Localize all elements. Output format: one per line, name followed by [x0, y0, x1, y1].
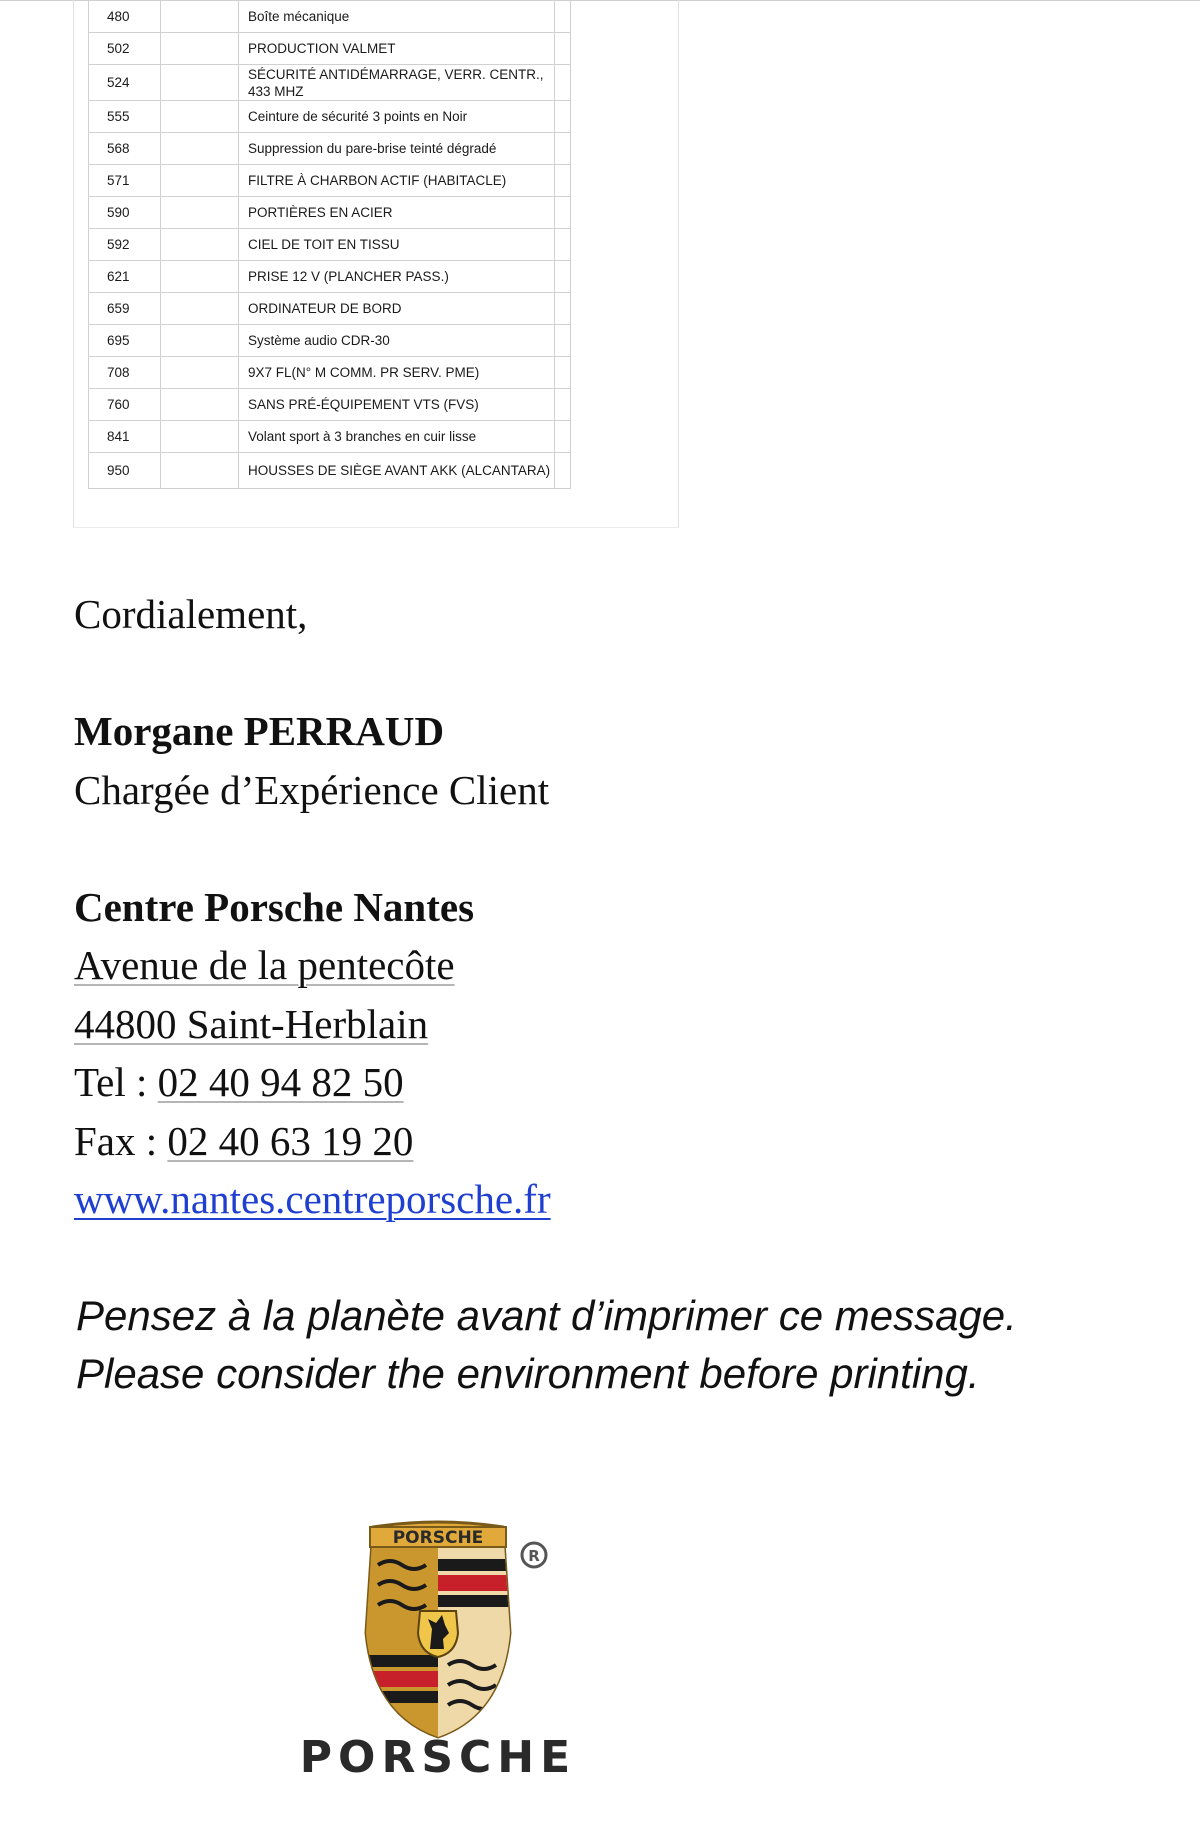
option-code: 571: [89, 165, 161, 197]
option-empty-cell: [161, 229, 239, 261]
option-code: 555: [89, 101, 161, 133]
option-row: [89, 33, 571, 65]
option-empty-cell: [555, 197, 571, 229]
option-code: 621: [89, 261, 161, 293]
option-empty-cell: [161, 453, 239, 489]
option-row: [89, 261, 571, 293]
porsche-wordmark: PORSCHE: [299, 1732, 577, 1783]
option-empty-cell: [161, 101, 239, 133]
option-row: [89, 389, 571, 421]
option-label: PRODUCTION VALMET: [239, 33, 555, 65]
option-code: 590: [89, 197, 161, 229]
option-empty-cell: [555, 261, 571, 293]
option-empty-cell: [161, 33, 239, 65]
option-empty-cell: [161, 133, 239, 165]
option-label: FILTRE À CHARBON ACTIF (HABITACLE): [239, 165, 555, 197]
option-row: [89, 197, 571, 229]
registered-mark-icon: [522, 1543, 546, 1567]
website-line: [74, 1170, 1154, 1229]
option-row: [89, 325, 571, 357]
phone-label: Tel :: [74, 1059, 158, 1105]
option-label: HOUSSES DE SIÈGE AVANT AKK (ALCANTARA): [239, 453, 555, 489]
option-label: SÉCURITÉ ANTIDÉMARRAGE, VERR. CENTR., 433 MHZ: [239, 65, 555, 101]
option-code: 524: [89, 65, 161, 101]
option-label: Boîte mécanique: [239, 1, 555, 33]
option-empty-cell: [555, 293, 571, 325]
option-row: [89, 1, 571, 33]
option-row: [89, 133, 571, 165]
crest-text: PORSCHE: [392, 1528, 484, 1548]
option-empty-cell: [161, 261, 239, 293]
option-row: [89, 421, 571, 453]
option-label: CIEL DE TOIT EN TISSU: [239, 229, 555, 261]
option-empty-cell: [161, 165, 239, 197]
registered-mark-text: R: [528, 1547, 540, 1565]
fax-link[interactable]: 02 40 63 19 20: [167, 1117, 414, 1164]
option-label: ORDINATEUR DE BORD: [239, 293, 555, 325]
option-empty-cell: [161, 325, 239, 357]
option-code: 760: [89, 389, 161, 421]
phone-line: [74, 1053, 1154, 1112]
option-row: [89, 357, 571, 389]
website-link[interactable]: www.nantes.centreporsche.fr: [74, 1176, 551, 1222]
option-empty-cell: [161, 293, 239, 325]
option-empty-cell: [555, 1, 571, 33]
address-city-link[interactable]: 44800 Saint-Herblain: [74, 1000, 429, 1047]
option-row: [89, 229, 571, 261]
closing-text: Cordialement,: [74, 591, 308, 637]
option-empty-cell: [161, 65, 239, 101]
option-row: [89, 293, 571, 325]
option-empty-cell: [555, 229, 571, 261]
option-label: SANS PRÉ-ÉQUIPEMENT VTS (FVS): [239, 389, 555, 421]
sender-name: Morgane PERRAUD: [74, 708, 445, 754]
eco-notice-fr: Pensez à la planète avant d’imprimer ce message.: [76, 1292, 1017, 1339]
option-empty-cell: [555, 325, 571, 357]
sender-role: Chargée d’Expérience Client: [74, 766, 550, 813]
option-code: 480: [89, 1, 161, 33]
option-code: 502: [89, 33, 161, 65]
option-label: Système audio CDR-30: [239, 325, 555, 357]
option-code: 592: [89, 229, 161, 261]
option-code: 708: [89, 357, 161, 389]
option-label: Suppression du pare-brise teinté dégradé: [239, 133, 555, 165]
porsche-crest: [366, 1522, 518, 1745]
option-empty-cell: [555, 165, 571, 197]
option-empty-cell: [555, 33, 571, 65]
option-empty-cell: [161, 1, 239, 33]
spacer: [74, 819, 1154, 878]
option-empty-cell: [161, 421, 239, 453]
phone-link[interactable]: 02 40 94 82 50: [157, 1059, 404, 1105]
address-street-link[interactable]: Avenue de la pentecôte: [74, 942, 455, 988]
option-empty-cell: [555, 133, 571, 165]
option-code: 568: [89, 133, 161, 165]
option-label: PORTIÈRES EN ACIER: [239, 197, 555, 229]
option-empty-cell: [161, 357, 239, 389]
address-city-line: [74, 995, 1154, 1054]
spacer: [74, 644, 1154, 703]
option-empty-cell: [555, 101, 571, 133]
option-row: [89, 165, 571, 197]
option-label: Ceinture de sécurité 3 points en Noir: [239, 101, 555, 133]
fax-line: [74, 1112, 1154, 1171]
options-table: [88, 0, 571, 489]
option-label: 9X7 FL(N° M COMM. PR SERV. PME): [239, 357, 555, 389]
option-empty-cell: [555, 357, 571, 389]
options-table-body: [89, 1, 571, 489]
email-signature: [74, 585, 1154, 1229]
eco-notice-en: Please consider the environment before printing.: [76, 1350, 980, 1397]
option-empty-cell: [555, 453, 571, 489]
option-row: [89, 101, 571, 133]
address-street-line: [74, 936, 1154, 995]
option-code: 695: [89, 325, 161, 357]
option-code: 841: [89, 421, 161, 453]
option-empty-cell: [555, 65, 571, 101]
option-row: [89, 65, 571, 101]
option-code: 950: [89, 453, 161, 489]
option-row: [89, 453, 571, 489]
porsche-logo: [248, 1515, 728, 1785]
option-label: Volant sport à 3 branches en cuir lisse: [239, 421, 555, 453]
fax-label: Fax :: [74, 1117, 168, 1164]
option-code: 659: [89, 293, 161, 325]
option-empty-cell: [555, 421, 571, 453]
option-empty-cell: [161, 197, 239, 229]
option-label: PRISE 12 V (PLANCHER PASS.): [239, 261, 555, 293]
eco-notice: [76, 1287, 1186, 1403]
option-empty-cell: [555, 389, 571, 421]
option-empty-cell: [161, 389, 239, 421]
company-name: Centre Porsche Nantes: [74, 883, 475, 930]
